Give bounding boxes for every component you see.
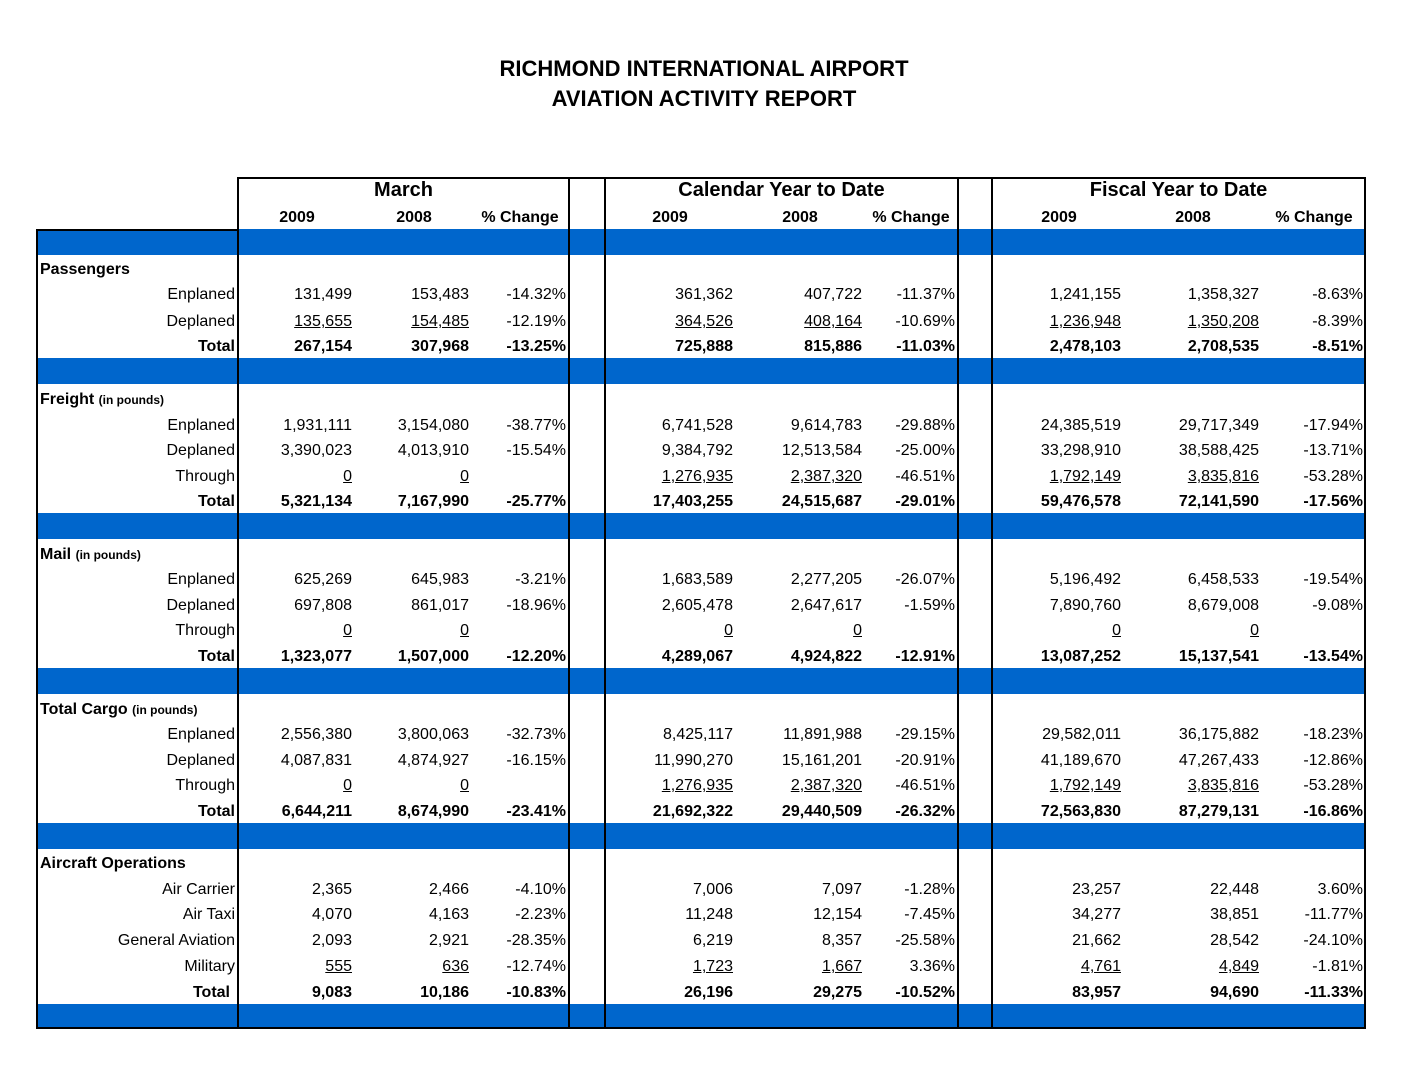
table-cell: 28,542 <box>1210 932 1259 949</box>
row-label: Deplaned <box>166 752 235 769</box>
table-cell: -17.94% <box>1303 417 1363 434</box>
table-cell: 725,888 <box>675 338 733 355</box>
table-cell: 47,267,433 <box>1178 752 1259 769</box>
table-cell: -19.54% <box>1303 571 1363 588</box>
row-label: Through <box>175 777 235 794</box>
table-cell: 6,741,528 <box>661 417 733 434</box>
table-cell: 9,384,792 <box>661 442 733 459</box>
table-cell: 2,387,320 <box>790 777 862 794</box>
table-cell: 361,362 <box>675 286 733 303</box>
table-cell: 0 <box>343 777 352 794</box>
table-cell: 15,137,541 <box>1178 648 1259 665</box>
table-cell: 22,448 <box>1210 881 1259 898</box>
table-cell: 1,358,327 <box>1187 286 1259 303</box>
table-cell: 11,990,270 <box>654 752 733 769</box>
table-cell: -53.28% <box>1303 468 1363 485</box>
table-cell: -9.08% <box>1312 597 1363 614</box>
table-cell: 8,425,117 <box>663 726 733 743</box>
table-cell: -14.32% <box>506 286 566 303</box>
table-cell: 4,070 <box>311 906 352 923</box>
table-cell: 0 <box>343 468 352 485</box>
table-cell: -3.21% <box>515 571 566 588</box>
table-cell: -29.15% <box>895 726 955 743</box>
section-unit-note: (in pounds) <box>132 703 198 717</box>
table-cell: 7,006 <box>692 881 733 898</box>
table-cell: 12,513,584 <box>781 442 862 459</box>
section-title <box>40 260 130 280</box>
table-cell: 815,886 <box>804 338 862 355</box>
table-cell: 0 <box>1112 622 1121 639</box>
table-cell: -10.69% <box>895 313 955 330</box>
table-cell: -11.37% <box>896 286 955 303</box>
table-cell: 10,186 <box>420 984 469 1001</box>
table-cell: 72,563,830 <box>1040 803 1121 820</box>
table-cell: 3,390,023 <box>280 442 352 459</box>
table-cell: 4,289,067 <box>661 648 733 665</box>
table-cell: 24,515,687 <box>781 493 862 510</box>
column-header: % Change <box>872 209 950 226</box>
table-cell: 3.60% <box>1317 881 1363 898</box>
table-cell: -15.54% <box>506 442 566 459</box>
header-calendar-ytd: Calendar Year to Date <box>678 179 885 201</box>
table-cell: 59,476,578 <box>1040 493 1121 510</box>
table-cell: 21,692,322 <box>652 803 733 820</box>
table-cell: 3,835,816 <box>1187 777 1259 794</box>
section-name: Freight <box>40 391 95 408</box>
table-cell: 4,924,822 <box>790 648 862 665</box>
table-cell: 4,874,927 <box>397 752 469 769</box>
table-cell: 33,298,910 <box>1040 442 1121 459</box>
table-cell: 1,792,149 <box>1049 777 1121 794</box>
row-label: Deplaned <box>166 597 235 614</box>
table-cell: -18.96% <box>506 597 566 614</box>
table-cell: 15,161,201 <box>781 752 862 769</box>
table-cell: -16.86% <box>1303 803 1363 820</box>
table-cell: 34,277 <box>1072 906 1121 923</box>
table-cell: 408,164 <box>804 313 862 330</box>
table-cell: 1,667 <box>821 958 862 975</box>
table-cell: -2.23% <box>515 906 566 923</box>
table-cell: 1,931,111 <box>283 417 352 434</box>
table-cell: -13.71% <box>1303 442 1363 459</box>
section-title <box>40 854 186 874</box>
table-cell: 4,163 <box>428 906 469 923</box>
table-cell: 7,890,760 <box>1049 597 1121 614</box>
table-cell: 4,087,831 <box>280 752 352 769</box>
table-cell: 11,248 <box>685 906 733 923</box>
section-unit-note: (in pounds) <box>75 548 141 562</box>
row-label: Enplaned <box>167 417 235 434</box>
bottom-border <box>36 1027 1366 1029</box>
table-cell: 94,690 <box>1210 984 1259 1001</box>
table-cell: 17,403,255 <box>652 493 733 510</box>
table-cell: 1,241,155 <box>1049 286 1121 303</box>
table-cell: 8,357 <box>821 932 862 949</box>
table-cell: -8.63% <box>1312 286 1363 303</box>
section-title <box>40 390 164 410</box>
table-cell: -16.15% <box>506 752 566 769</box>
row-label: Total <box>197 648 235 665</box>
row-label: Air Carrier <box>162 881 235 898</box>
column-header: 2009 <box>1041 209 1077 226</box>
table-cell: 3,800,063 <box>397 726 469 743</box>
table-cell: 1,792,149 <box>1049 468 1121 485</box>
table-cell: -11.77% <box>1304 906 1363 923</box>
top-left-line <box>36 229 238 231</box>
table-cell: -13.25% <box>506 338 566 355</box>
table-cell: 625,269 <box>294 571 352 588</box>
table-cell: 636 <box>442 958 469 975</box>
column-divider <box>957 177 959 1029</box>
table-cell: 8,679,008 <box>1187 597 1259 614</box>
table-cell: 0 <box>853 622 862 639</box>
table-cell: -8.39% <box>1312 313 1363 330</box>
table-cell: 29,717,349 <box>1178 417 1259 434</box>
table-cell: -28.35% <box>506 932 566 949</box>
row-label: Enplaned <box>167 726 235 743</box>
table-cell: 645,983 <box>411 571 469 588</box>
table-cell: 1,507,000 <box>397 648 469 665</box>
table-cell: 36,175,882 <box>1178 726 1259 743</box>
table-cell: 153,483 <box>411 286 469 303</box>
table-cell: 2,921 <box>428 932 469 949</box>
table-cell: 1,276,935 <box>661 468 733 485</box>
table-cell: -1.81% <box>1312 958 1363 975</box>
table-cell: -12.74% <box>506 958 566 975</box>
column-header: 2009 <box>279 209 315 226</box>
table-cell: 4,013,910 <box>397 442 469 459</box>
table-cell: -1.59% <box>904 597 955 614</box>
table-cell: 87,279,131 <box>1178 803 1259 820</box>
table-cell: 13,087,252 <box>1040 648 1121 665</box>
table-cell: -23.41% <box>506 803 566 820</box>
table-cell: 307,968 <box>411 338 469 355</box>
table-cell: 0 <box>460 622 469 639</box>
row-label: Total <box>197 493 235 510</box>
table-cell: 1,683,589 <box>661 571 733 588</box>
table-cell: 29,440,509 <box>781 803 862 820</box>
table-cell: 2,466 <box>428 881 469 898</box>
column-header: 2008 <box>782 209 818 226</box>
table-cell: 6,458,533 <box>1187 571 1259 588</box>
table-cell: 1,723 <box>692 958 733 975</box>
table-cell: 29,275 <box>813 984 862 1001</box>
section-unit-note: (in pounds) <box>98 393 164 407</box>
column-header: 2009 <box>652 209 688 226</box>
table-cell: 7,167,990 <box>397 493 469 510</box>
table-cell: 1,276,935 <box>661 777 733 794</box>
table-cell: 38,588,425 <box>1178 442 1259 459</box>
column-header: % Change <box>1275 209 1353 226</box>
table-cell: 5,321,134 <box>280 493 352 510</box>
table-cell: 2,387,320 <box>790 468 862 485</box>
table-cell: 4,849 <box>1218 958 1259 975</box>
row-label: General Aviation <box>117 932 235 949</box>
table-cell: -46.51% <box>895 777 955 794</box>
table-cell: 5,196,492 <box>1049 571 1121 588</box>
table-cell: 3.36% <box>909 958 955 975</box>
section-name: Mail <box>40 546 72 563</box>
table-cell: 6,644,211 <box>281 803 352 820</box>
table-cell: -4.10% <box>515 881 566 898</box>
table-cell: 555 <box>325 958 352 975</box>
table-cell: 2,365 <box>311 881 352 898</box>
column-header: 2008 <box>396 209 432 226</box>
table-cell: 8,674,990 <box>397 803 469 820</box>
header-march: March <box>374 179 433 201</box>
section-title <box>40 700 197 720</box>
table-cell: 2,556,380 <box>280 726 352 743</box>
table-cell: 21,662 <box>1072 932 1121 949</box>
section-name: Aircraft Operations <box>40 855 186 872</box>
table-cell: -26.32% <box>895 803 955 820</box>
table-cell: 23,257 <box>1072 881 1121 898</box>
table-cell: 12,154 <box>813 906 862 923</box>
table-cell: 0 <box>343 622 352 639</box>
table-cell: 4,761 <box>1080 958 1121 975</box>
table-cell: 29,582,011 <box>1042 726 1121 743</box>
table-cell: -17.56% <box>1303 493 1363 510</box>
table-cell: 9,614,783 <box>790 417 862 434</box>
row-label: Enplaned <box>167 286 235 303</box>
table-cell: -25.77% <box>506 493 566 510</box>
table-cell: -12.86% <box>1303 752 1363 769</box>
row-label: Total <box>197 338 235 355</box>
table-cell: 2,093 <box>311 932 352 949</box>
table-cell: -1.28% <box>904 881 955 898</box>
table-cell: 267,154 <box>294 338 352 355</box>
table-cell: 407,722 <box>804 286 862 303</box>
table-cell: -10.52% <box>895 984 955 1001</box>
table-cell: -24.10% <box>1303 932 1363 949</box>
table-cell: 154,485 <box>411 313 469 330</box>
table-cell: -26.07% <box>895 571 955 588</box>
table-cell: 0 <box>460 777 469 794</box>
table-cell: -46.51% <box>895 468 955 485</box>
row-label: Total <box>192 984 230 1001</box>
table-cell: -18.23% <box>1303 726 1363 743</box>
row-label: Deplaned <box>166 442 235 459</box>
table-cell: 3,154,080 <box>397 417 469 434</box>
table-cell: 697,808 <box>294 597 352 614</box>
table-cell: -12.20% <box>506 648 566 665</box>
section-name: Passengers <box>40 261 130 278</box>
table-cell: -11.03% <box>896 338 955 355</box>
column-divider <box>568 177 570 1029</box>
row-label: Enplaned <box>167 571 235 588</box>
table-cell: 0 <box>1250 622 1259 639</box>
row-label: Through <box>175 622 235 639</box>
table-cell: -32.73% <box>506 726 566 743</box>
table-cell: 2,647,617 <box>790 597 862 614</box>
table-cell: 41,189,670 <box>1040 752 1121 769</box>
table-cell: 0 <box>724 622 733 639</box>
row-label: Total <box>197 803 235 820</box>
table-cell: -29.88% <box>895 417 955 434</box>
column-divider <box>1364 177 1366 1029</box>
table-cell: 26,196 <box>684 984 733 1001</box>
table-cell: 9,083 <box>311 984 352 1001</box>
table-cell: 131,499 <box>294 286 352 303</box>
table-cell: -38.77% <box>506 417 566 434</box>
table-cell: 2,277,205 <box>790 571 862 588</box>
table-cell: 1,350,208 <box>1187 313 1259 330</box>
row-label: Deplaned <box>166 313 235 330</box>
table-cell: -12.19% <box>506 313 566 330</box>
table-cell: 11,891,988 <box>783 726 862 743</box>
table-cell: -20.91% <box>895 752 955 769</box>
table-cell: 83,957 <box>1072 984 1121 1001</box>
table-cell: 2,605,478 <box>661 597 733 614</box>
table-cell: -29.01% <box>895 493 955 510</box>
section-title <box>40 545 141 565</box>
table-cell: -13.54% <box>1303 648 1363 665</box>
table-cell: 1,323,077 <box>280 648 352 665</box>
table-cell: 38,851 <box>1210 906 1259 923</box>
table-cell: -25.58% <box>895 932 955 949</box>
row-label: Through <box>175 468 235 485</box>
table-cell: -25.00% <box>895 442 955 459</box>
row-label: Military <box>184 958 235 975</box>
table-cell: -53.28% <box>1303 777 1363 794</box>
table-cell: -12.91% <box>895 648 955 665</box>
table-cell: -8.51% <box>1312 338 1363 355</box>
section-name: Total Cargo <box>40 701 128 718</box>
table-cell: -7.45% <box>904 906 955 923</box>
column-header: 2008 <box>1175 209 1211 226</box>
table-cell: 7,097 <box>821 881 862 898</box>
table-cell: 861,017 <box>411 597 469 614</box>
header-fiscal-ytd: Fiscal Year to Date <box>1089 179 1268 201</box>
column-header: % Change <box>481 209 559 226</box>
table-cell: 2,708,535 <box>1187 338 1259 355</box>
table-cell: 0 <box>460 468 469 485</box>
table-cell: 24,385,519 <box>1040 417 1121 434</box>
table-cell: 6,219 <box>692 932 733 949</box>
table-cell: -11.33% <box>1304 984 1363 1001</box>
report-subtitle: AVIATION ACTIVITY REPORT <box>551 86 857 111</box>
table-cell: 3,835,816 <box>1187 468 1259 485</box>
table-cell: 72,141,590 <box>1178 493 1259 510</box>
table-cell: 135,655 <box>294 313 352 330</box>
table-cell: 2,478,103 <box>1049 338 1121 355</box>
row-label: Air Taxi <box>182 906 235 923</box>
table-cell: 1,236,948 <box>1049 313 1121 330</box>
report-title: RICHMOND INTERNATIONAL AIRPORT <box>499 56 909 81</box>
table-cell: 364,526 <box>675 313 733 330</box>
table-cell: -10.83% <box>506 984 566 1001</box>
